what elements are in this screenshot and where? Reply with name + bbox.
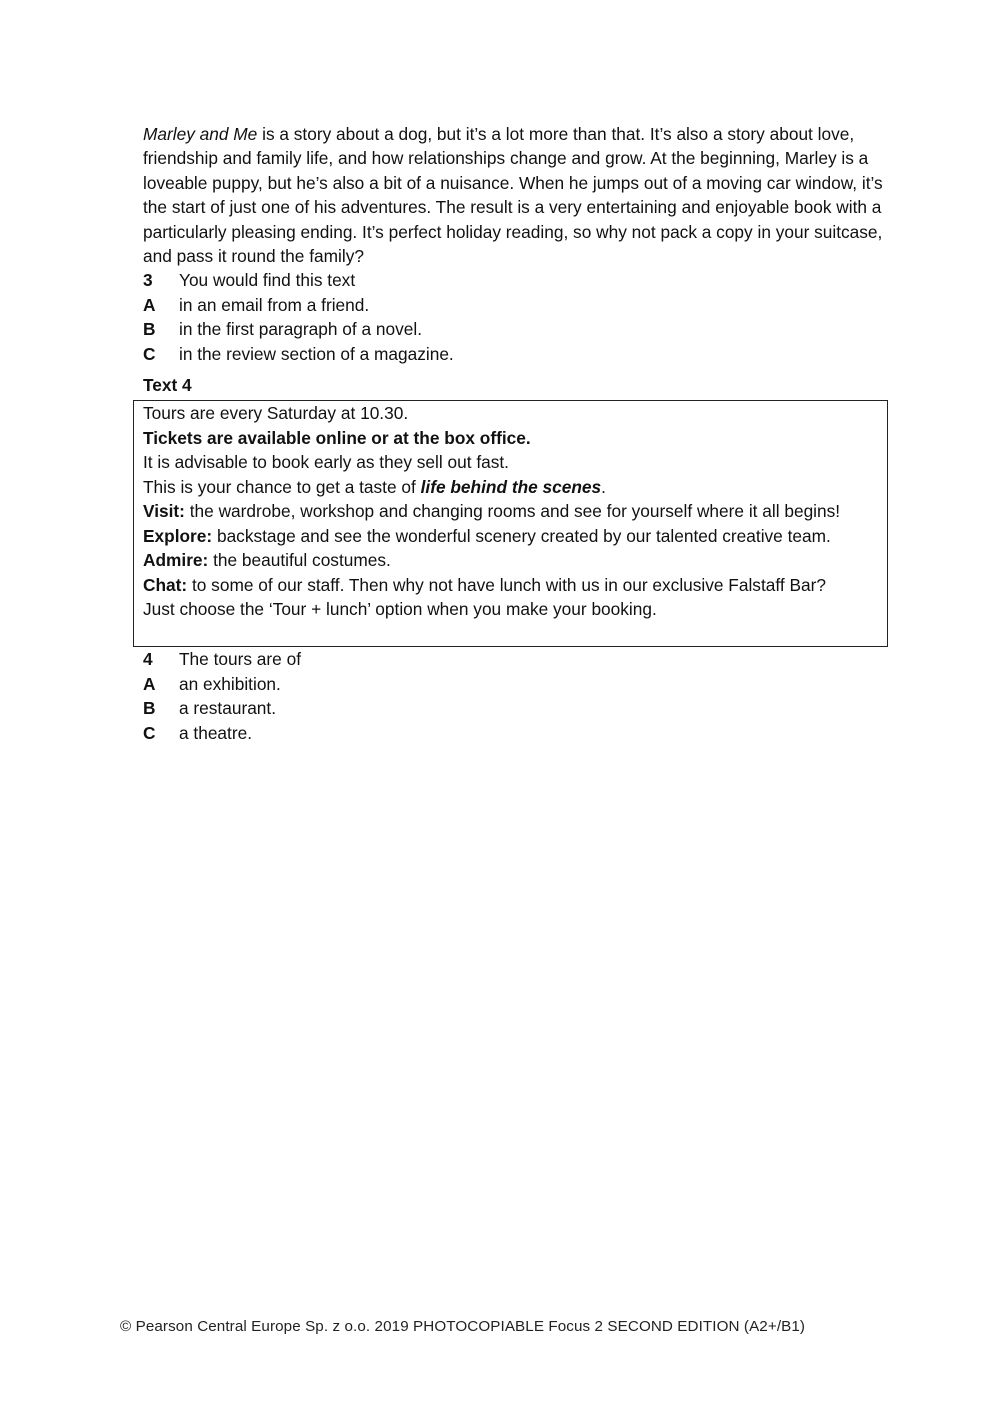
notice-line: Tours are every Saturday at 10.30. <box>143 403 409 423</box>
option-b[interactable] <box>143 696 883 721</box>
question-3 <box>143 268 883 366</box>
question-4 <box>143 647 883 745</box>
option-letter: C <box>143 722 156 743</box>
option-letter: C <box>143 343 156 364</box>
review-text <box>143 122 893 268</box>
notice-text: . <box>601 476 606 497</box>
option-a[interactable] <box>143 293 883 318</box>
question-number: 3 <box>143 270 153 290</box>
option-a[interactable] <box>143 672 883 697</box>
option-text: in the first paragraph of a novel. <box>179 319 423 340</box>
notice-text: to some of our staff. Then why not have lunch with us in our exclusive Falstaff Bar? <box>187 574 826 595</box>
text-4-heading: Text 4 <box>143 375 192 395</box>
question-text: The tours are of <box>179 649 301 669</box>
question-text: You would find this text <box>179 270 356 290</box>
question-stem <box>143 647 883 672</box>
option-letter: A <box>143 294 156 315</box>
notice-emphasis: life behind the scenes <box>420 476 602 497</box>
notice-admire <box>143 548 887 573</box>
option-letter: B <box>143 698 156 719</box>
notice-explore <box>143 524 887 549</box>
notice-line-bold: Tickets are available online or at the box office. <box>143 427 531 448</box>
notice-text: the beautiful costumes. <box>208 550 391 570</box>
option-text: an exhibition. <box>179 673 281 694</box>
notice-line: It is advisable to book early as they sell out fast. <box>143 452 509 472</box>
option-text: in the review section of a magazine. <box>179 343 454 364</box>
question-stem <box>143 268 883 293</box>
notice-chat <box>143 573 887 598</box>
review-paragraph <box>143 122 893 268</box>
option-text: in an email from a friend. <box>179 294 370 315</box>
option-text: a restaurant. <box>179 698 277 719</box>
option-text: a theatre. <box>179 722 253 743</box>
notice-label: Admire: <box>143 550 209 570</box>
notice-line: Just choose the ‘Tour + lunch’ option when you make your booking. <box>143 599 657 619</box>
notice-line <box>143 475 887 500</box>
text-4-notice-box <box>133 400 888 647</box>
book-title: Marley and Me <box>143 124 258 144</box>
notice-text: This is your chance to get a taste of <box>143 476 421 497</box>
option-letter: B <box>143 319 156 340</box>
notice-label: Visit: <box>143 501 185 521</box>
notice-text: backstage and see the wonderful scenery created by our talented creative team. <box>212 525 831 546</box>
option-b[interactable] <box>143 317 883 342</box>
notice-label: Explore: <box>143 525 213 546</box>
notice-label: Chat: <box>143 574 188 595</box>
option-c[interactable] <box>143 342 883 367</box>
notice-visit <box>143 499 843 524</box>
review-body: is a story about a dog, but it’s a lot more than that. It’s also a story about love, friendship and family life, and how relationships change and grow. At the beginning, Marley is a loveable puppy, but he’s also a bit of a nuisance. When he jumps out of a moving car window, it’s the start of just one of his adventures. The result is a very entertaining and enjoyable book with a particularly pleasing ending. It’s perfect holiday reading, so why not pack a copy in your suitcase, and pass it round the family? <box>143 124 883 267</box>
notice-text: the wardrobe, workshop and changing rooms and see for yourself where it all begins! <box>184 501 841 521</box>
question-number: 4 <box>143 649 153 669</box>
option-letter: A <box>143 673 156 694</box>
option-c[interactable] <box>143 721 883 746</box>
copyright-footer: © Pearson Central Europe Sp. z o.o. 2019 PHOTOCOPIABLE Focus 2 SECOND EDITION (A2+/B1) <box>120 1318 806 1335</box>
